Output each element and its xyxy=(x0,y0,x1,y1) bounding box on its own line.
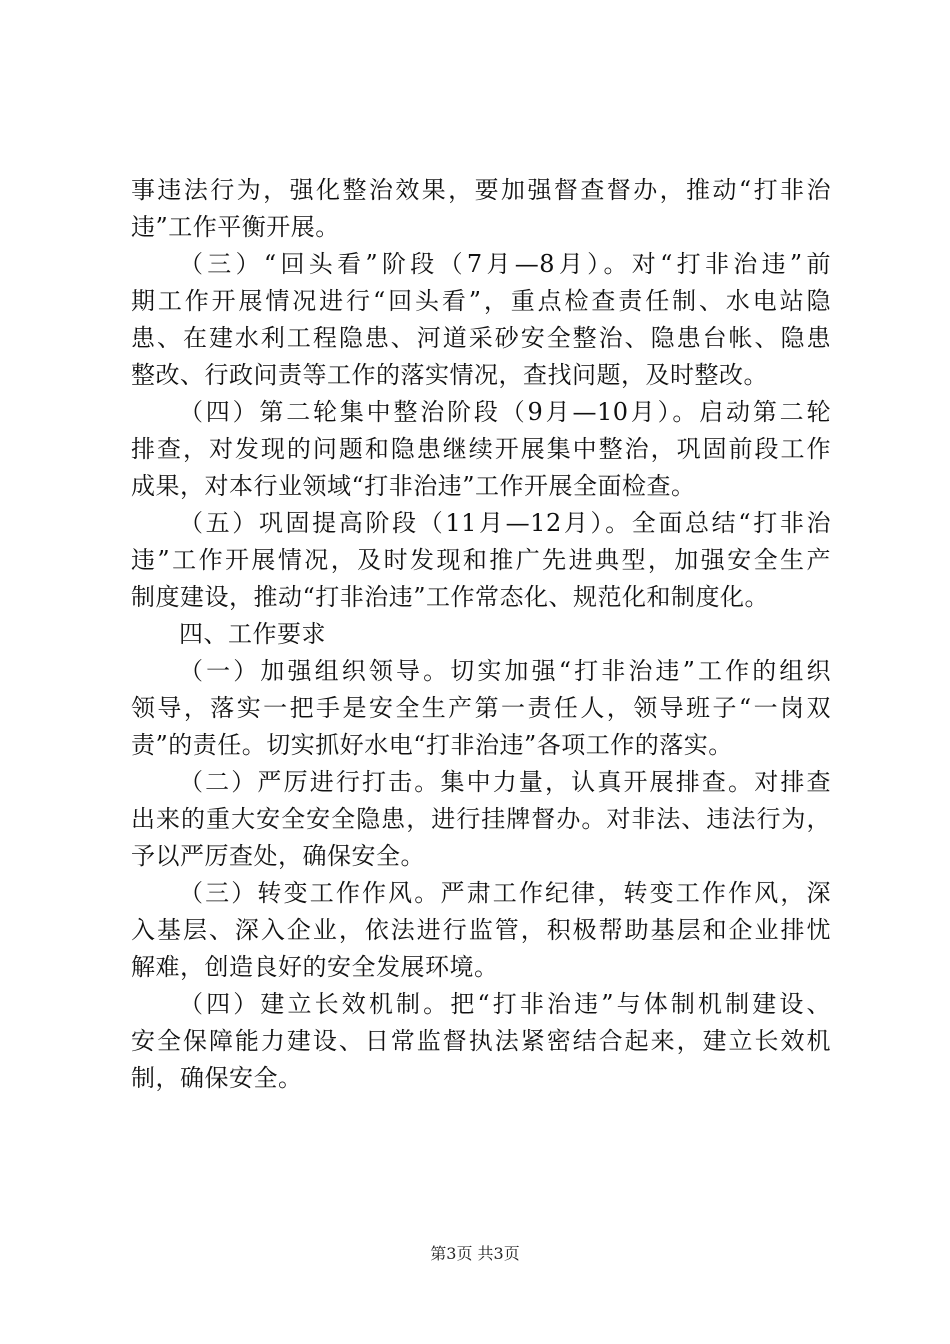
paragraph-line: 予以严厉查处，确保安全。 xyxy=(131,842,425,870)
paragraph-line: 整改、行政问责等工作的落实情况，查找问题，及时整改。 xyxy=(131,361,768,389)
paragraph-line: 期工作开展情况进行“回头看”，重点检查责任制、水电站隐 xyxy=(131,287,831,315)
paragraph-line: 违”工作平衡开展。 xyxy=(131,213,340,241)
paragraph-line: 成果，对本行业领域“打非治违”工作开展全面检查。 xyxy=(131,472,696,500)
paragraph-line: 制度建设，推动“打非治违”工作常态化、规范化和制度化。 xyxy=(131,583,770,611)
paragraph-line: （二）严厉进行打击。集中力量，认真开展排查。对排查 xyxy=(179,768,831,796)
paragraph-line: 制，确保安全。 xyxy=(131,1064,303,1092)
document-body xyxy=(131,172,831,1097)
paragraph-line: （三）“回头看”阶段（7月—8月）。对“打非治违”前 xyxy=(179,250,831,278)
paragraph-line: （三）转变工作作风。严肃工作纪律，转变工作作风，深 xyxy=(179,879,831,907)
paragraph-line: （一）加强组织领导。切实加强“打非治违”工作的组织 xyxy=(179,657,831,685)
paragraph-line: 安全保障能力建设、日常监督执法紧密结合起来，建立长效机 xyxy=(131,1027,831,1055)
paragraph-line: 违”工作开展情况，及时发现和推广先进典型，加强安全生产 xyxy=(131,546,831,574)
paragraph-line: 排查，对发现的问题和隐患继续开展集中整治，巩固前段工作 xyxy=(131,435,831,463)
paragraph-line: 入基层、深入企业，依法进行监管，积极帮助基层和企业排忧 xyxy=(131,916,831,944)
paragraph-line: （四）建立长效机制。把“打非治违”与体制机制建设、 xyxy=(179,990,831,1018)
paragraph-line: （五）巩固提高阶段（11月—12月）。全面总结“打非治 xyxy=(179,509,831,537)
paragraph-line: 出来的重大安全安全隐患，进行挂牌督办。对非法、违法行为， xyxy=(131,805,831,833)
paragraph-line: （四）第二轮集中整治阶段（9月—10月）。启动第二轮 xyxy=(179,398,831,426)
paragraph-line: 领导，落实一把手是安全生产第一责任人，领导班子“一岗双 xyxy=(131,694,831,722)
paragraph-line: 责”的责任。切实抓好水电“打非治违”各项工作的落实。 xyxy=(131,731,733,759)
section-heading: 四、工作要求 xyxy=(179,620,326,648)
page-number-footer: 第3页 共3页 xyxy=(430,1244,520,1263)
paragraph-line: 事违法行为，强化整治效果，要加强督查督办，推动“打非治 xyxy=(131,176,831,204)
paragraph-line: 解难，创造良好的安全发展环境。 xyxy=(131,953,499,981)
paragraph-line: 患、在建水利工程隐患、河道采砂安全整治、隐患台帐、隐患 xyxy=(131,324,831,352)
